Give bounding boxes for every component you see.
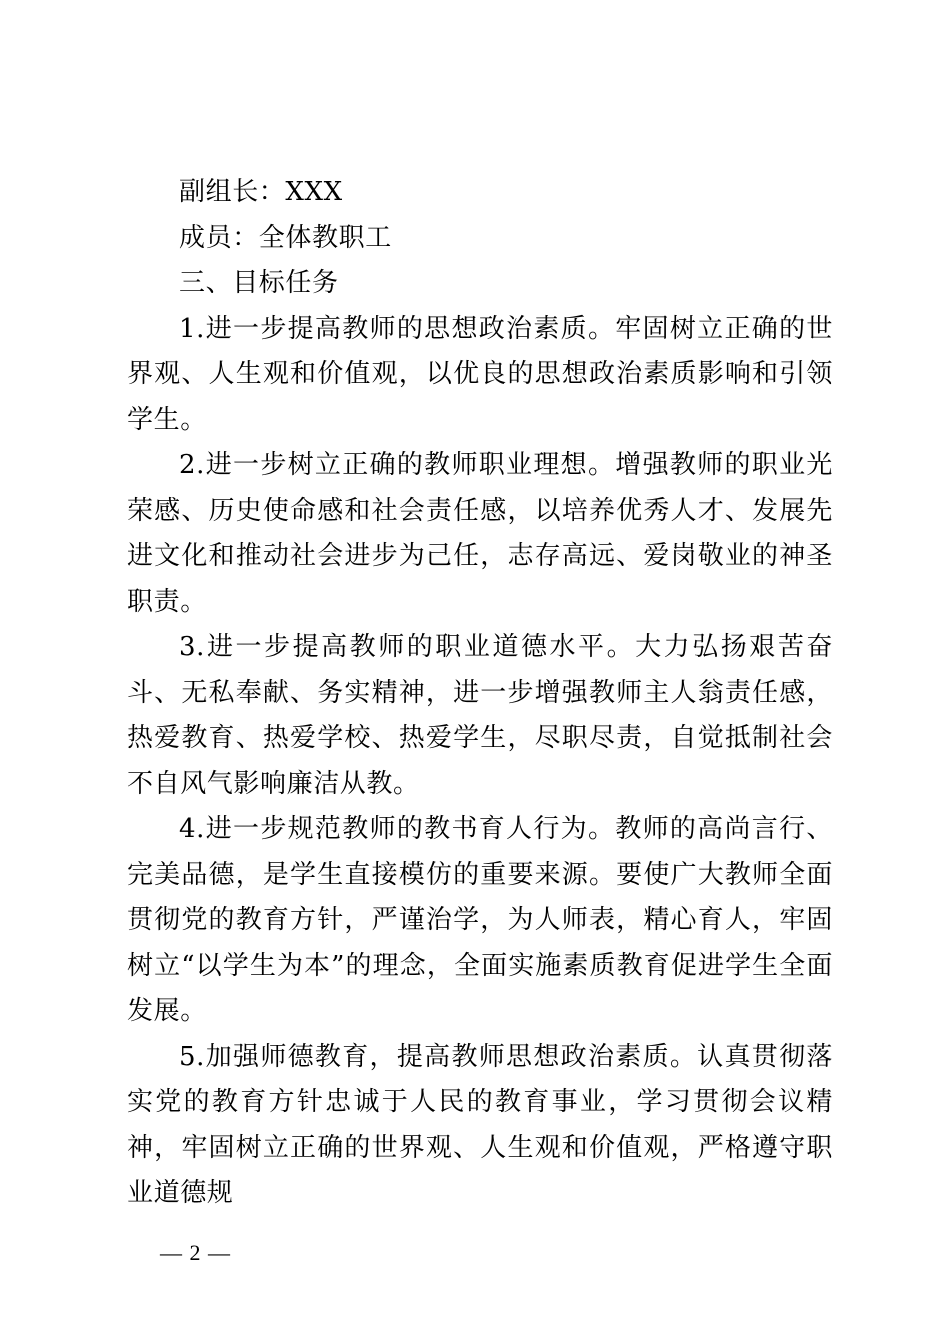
document-body	[127, 170, 833, 1217]
paragraph-members: 成员：全体教职工	[179, 222, 392, 253]
paragraph-deputy-leader: 副组长：XXX	[179, 177, 343, 207]
paragraph-item-5: 5.加强师德教育，提高教师思想政治素质。认真贯彻落实党的教育方针忠诚于人民的教育事业，学习贯彻会议精神，牢固树立正确的世界观、人生观和价值观，严格遵守职业道德规	[127, 1041, 833, 1208]
paragraph-item-1: 1.进一步提高教师的思想政治素质。牢固树立正确的世界观、人生观和价值观，以优良的思想政治素质影响和引领学生。	[127, 313, 833, 435]
paragraph-item-3: 3.进一步提高教师的职业道德水平。大力弘扬艰苦奋斗、无私奉献、务实精神，进一步增强教师主人翁责任感，热爱教育、热爱学校、热爱学生，尽职尽责，自觉抵制社会不自风气影响廉洁从教。	[127, 632, 833, 799]
section-heading-goals: 三、目标任务	[179, 268, 339, 298]
page-number: — 2 —	[160, 1240, 231, 1265]
paragraph-item-4: 4.进一步规范教师的教书育人行为。教师的高尚言行、完美品德，是学生直接模仿的重要来源。要使广大教师全面贯彻党的教育方针，严谨治学，为人师表，精心育人，牢固树立“以学生为本”的理念，全面实施素质教育促进学生全面发展。	[127, 814, 833, 1026]
paragraph-item-2: 2.进一步树立正确的教师职业理想。增强教师的职业光荣感、历史使命感和社会责任感，以培养优秀人才、发展先进文化和推动社会进步为己任，志存高远、爱岗敬业的神圣职责。	[127, 450, 833, 617]
